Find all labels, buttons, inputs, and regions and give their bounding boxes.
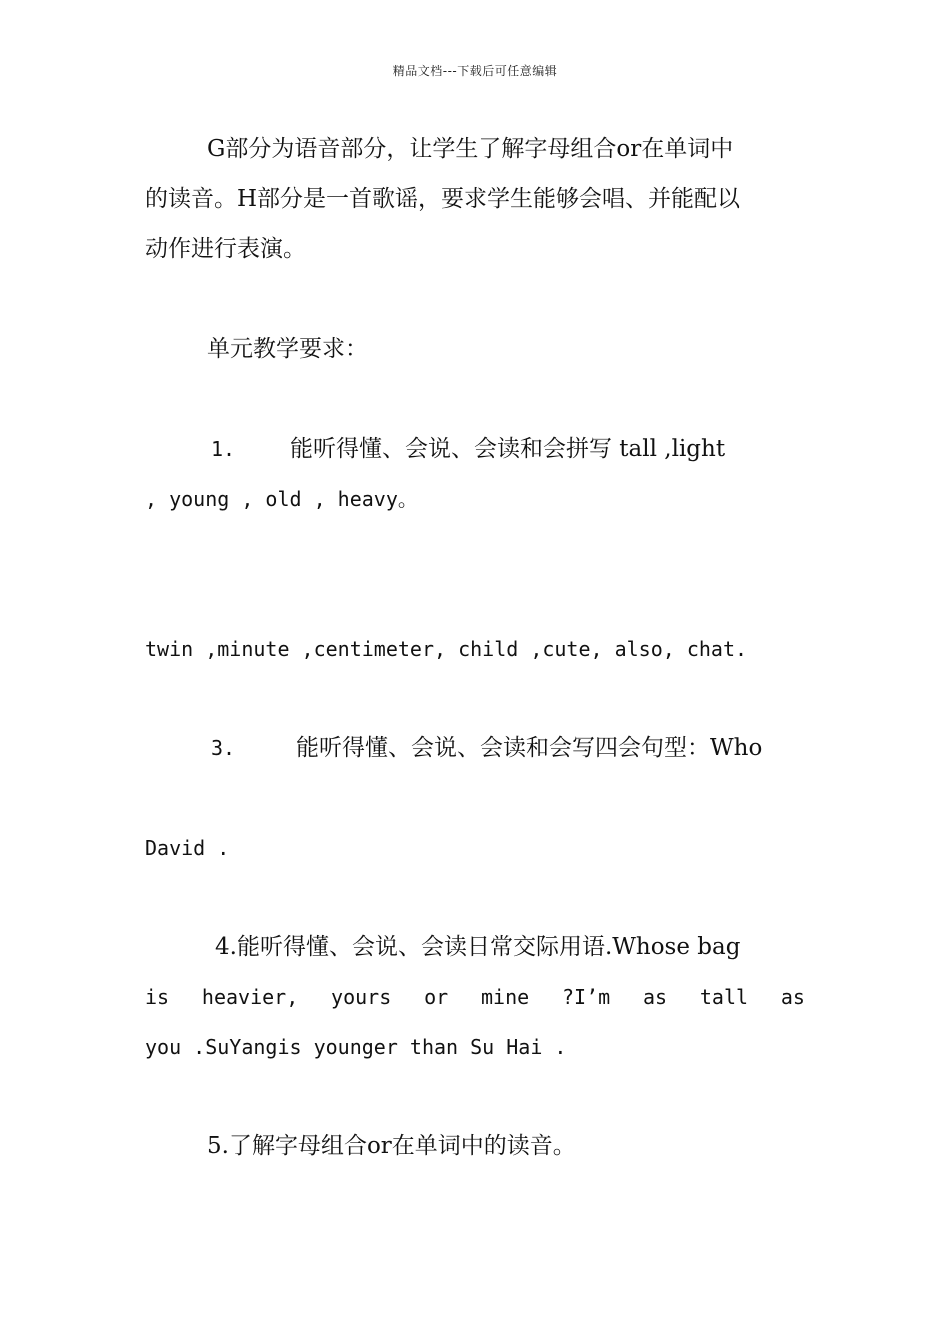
paragraph-1-line-2: 的读音。H部分是一首歌谣，要求学生能够会唱、并能配以 [145, 186, 741, 212]
paragraph-1-line-3: 动作进行表演。 [145, 236, 306, 262]
section-heading: 单元教学要求： [207, 336, 368, 362]
item-4-word: as [780, 985, 805, 1009]
item-2-line-2: twin ,minute ,centimeter, child ,cute, also, chat. [145, 637, 748, 661]
item-1-line-1 [145, 434, 805, 464]
item-1-number: 1. [211, 437, 236, 461]
item-4-word: yours [331, 985, 392, 1009]
item-4-line-3: you .SuYangis younger than Su Hai . [145, 1035, 567, 1059]
item-4-line-2 [145, 982, 805, 1012]
item-1-line-2: , young , old , heavy。 [145, 487, 418, 511]
item-3-line-3: David . [145, 836, 230, 860]
item-4-word: as [642, 985, 668, 1009]
page-header: 精品文档---下载后可任意编辑 [392, 64, 558, 78]
item-3-line-1 [145, 733, 805, 763]
item-4-word: tall [699, 985, 749, 1009]
item-4-word: is [145, 985, 170, 1009]
item-4-word: ?I’m [561, 985, 611, 1009]
item-3-text: 能听得懂、会说、会读和会写四会句型：Who [296, 735, 763, 761]
item-4-line-1: 4.能听得懂、会说、会读日常交际用语.Whose bag [215, 934, 741, 960]
item-1-text: 能听得懂、会说、会读和会拼写 tall ,light [290, 436, 726, 462]
item-4-word: or [424, 985, 449, 1009]
paragraph-1-line-1: G部分为语音部分，让学生了解字母组合or在单词中 [207, 136, 734, 162]
item-5-line-1: 5.了解字母组合or在单词中的读音。 [207, 1133, 576, 1159]
item-4-word: mine [480, 985, 530, 1009]
item-3-number: 3. [211, 736, 236, 760]
item-4-word: heavier, [201, 985, 299, 1009]
